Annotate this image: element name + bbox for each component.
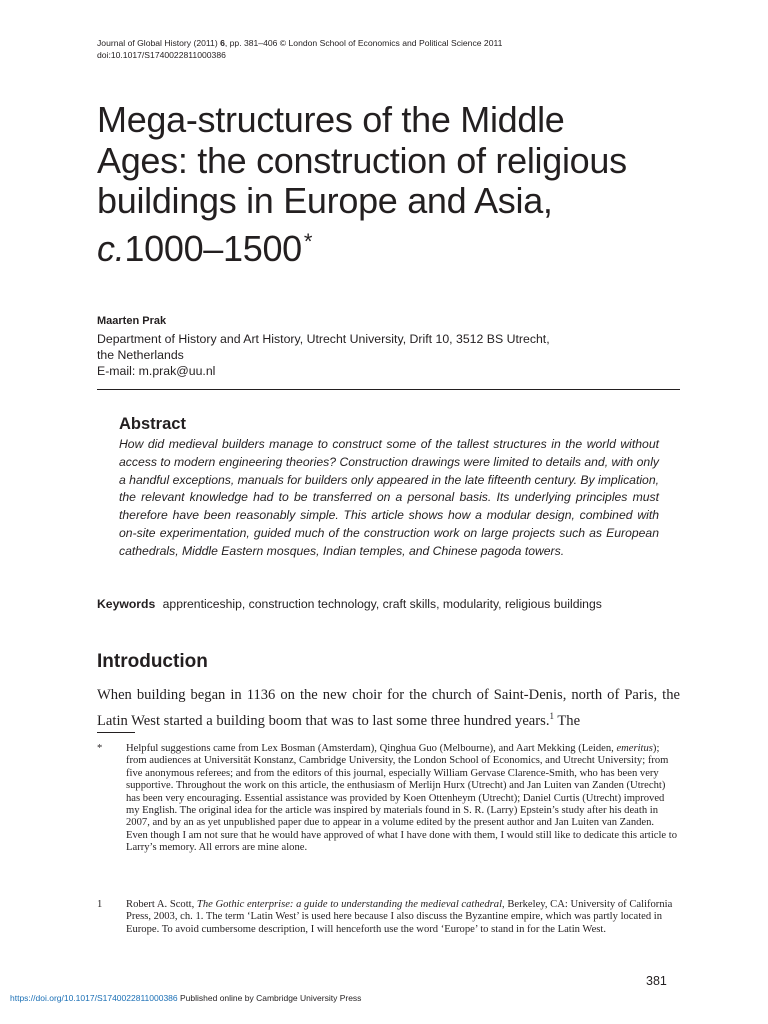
author-email[interactable]: E-mail: m.prak@uu.nl	[97, 364, 216, 378]
article-title	[97, 100, 697, 269]
keywords	[97, 597, 602, 611]
footnote-1-book-title: The Gothic enterprise: a guide to understanding the medieval cathedral	[196, 899, 503, 910]
introduction-heading: Introduction	[97, 651, 208, 672]
footnote-star-mark: *	[97, 743, 103, 754]
introduction-body: When building began in 1136 on the new choir for the church of Saint-Denis, north of Paris, the Latin West started a building boom that was to last some three hundred years.	[97, 687, 680, 729]
footer-doi-link[interactable]: https://doi.org/10.1017/S1740022811000386	[10, 993, 178, 1003]
page-number: 381	[646, 974, 667, 988]
footer-published: Published online by Cambridge University Press	[177, 993, 362, 1003]
footnote-1-part-a: Robert A. Scott,	[126, 899, 197, 910]
abstract-text: How did medieval builders manage to construct some of the tallest structures in the world without access to modern engineering theories? Construction drawings were limited to details and, with only a handful exceptions, manuals for builders only appeared in the late fifteenth century. By implication, the relevant knowledge had to be transferred on a personal basis. Its underlying principles must therefore have been reasonably simple. This article shows how a modular design, combined with on-site experimentation, guided much of the construction work on large projects such as European cathedrals, Middle Eastern mosques, Indian temples, and Chinese pagoda towers.	[119, 437, 659, 558]
keywords-label: Keywords	[97, 597, 156, 611]
page-footer	[10, 993, 361, 1003]
affiliation-line-1: Department of History and Art History, Utrecht University, Drift 10, 3512 BS Utrecht,	[97, 332, 550, 346]
title-line-3: buildings in Europe and Asia,	[97, 180, 553, 221]
footnote-ref-1[interactable]: 1	[549, 711, 554, 721]
footnote-divider	[97, 732, 135, 733]
footnote-star-part-a: Helpful suggestions came from Lex Bosman (Amsterdam), Qinghua Guo (Melbourne), and Aart Mekking (Leiden,	[126, 743, 617, 754]
citation-line	[97, 38, 502, 50]
header-divider	[97, 389, 680, 390]
title-line-1: Mega-structures of the Middle	[97, 99, 565, 140]
title-line-4	[97, 222, 697, 270]
author-name: Maarten Prak	[97, 315, 167, 327]
running-header	[97, 38, 502, 61]
title-circa: c.	[97, 227, 125, 269]
footnote-1-text	[126, 899, 678, 936]
footnote-1-mark: 1	[97, 899, 103, 910]
introduction-tail: The	[553, 713, 581, 729]
journal-volume: 6	[220, 38, 225, 48]
keywords-list: apprenticeship, construction technology, craft skills, modularity, religious buildings	[162, 597, 602, 611]
introduction-text	[97, 685, 680, 732]
pages-publisher: , pp. 381–406 © London School of Economics and Political Science 2011	[224, 38, 503, 48]
footnote-1-part-b: , Berkeley, CA: University of California Press, 2003, ch. 1. The term ‘Latin West’ is used here because I also discuss the Byzantine empire, which was partly located in Europe. To avoid cumbersome description, I will henceforth use the word ‘Europe’ to stand in for the Latin West.	[126, 899, 673, 935]
footnote-star	[97, 743, 680, 855]
title-line-2: Ages: the construction of religious	[97, 139, 627, 181]
affiliation-line-2: the Netherlands	[97, 348, 184, 362]
author-affiliation	[97, 331, 550, 379]
footnote-star-text	[126, 743, 678, 855]
footnote-star-part-b: ); from audiences at Universität Konstanz, Cambridge University, the London School of Economics, and Utrecht University; from five anonymous referees; and from the editors of this journal, especially William Gervase Clarence-Smith, who has been very supportive. Throughout the work on this article, the enthusiasm of Merlijn Hurx (Utrecht) and Jan Luiten van Zanden (Utrecht) has been very encouraging. Essential assistance was provided by Koen Ottenheym (Utrecht); Daniel Curtis (Utrecht) improved my English. The original idea for the article was inspired by materials found in S. R. (Larry) Epstein’s study after his death in 2007, and by an as yet unpublished paper due to appear in a volume edited by the present author and Jan Luiten van Zanden. Even though I am not sure that he would have approved of what I have done with them, I would still like to dedicate this article to Larry’s memory. All errors are mine alone.	[126, 743, 678, 854]
footnote-1	[97, 899, 680, 936]
header-doi: doi:10.1017/S1740022811000386	[97, 49, 226, 60]
abstract-heading: Abstract	[119, 415, 186, 433]
journal-name: Journal of Global History (2011)	[97, 38, 218, 48]
title-years: 1000–1500	[124, 227, 302, 269]
title-footnote-mark[interactable]: *	[303, 228, 313, 254]
footnote-star-emeritus: emeritus	[616, 743, 653, 754]
